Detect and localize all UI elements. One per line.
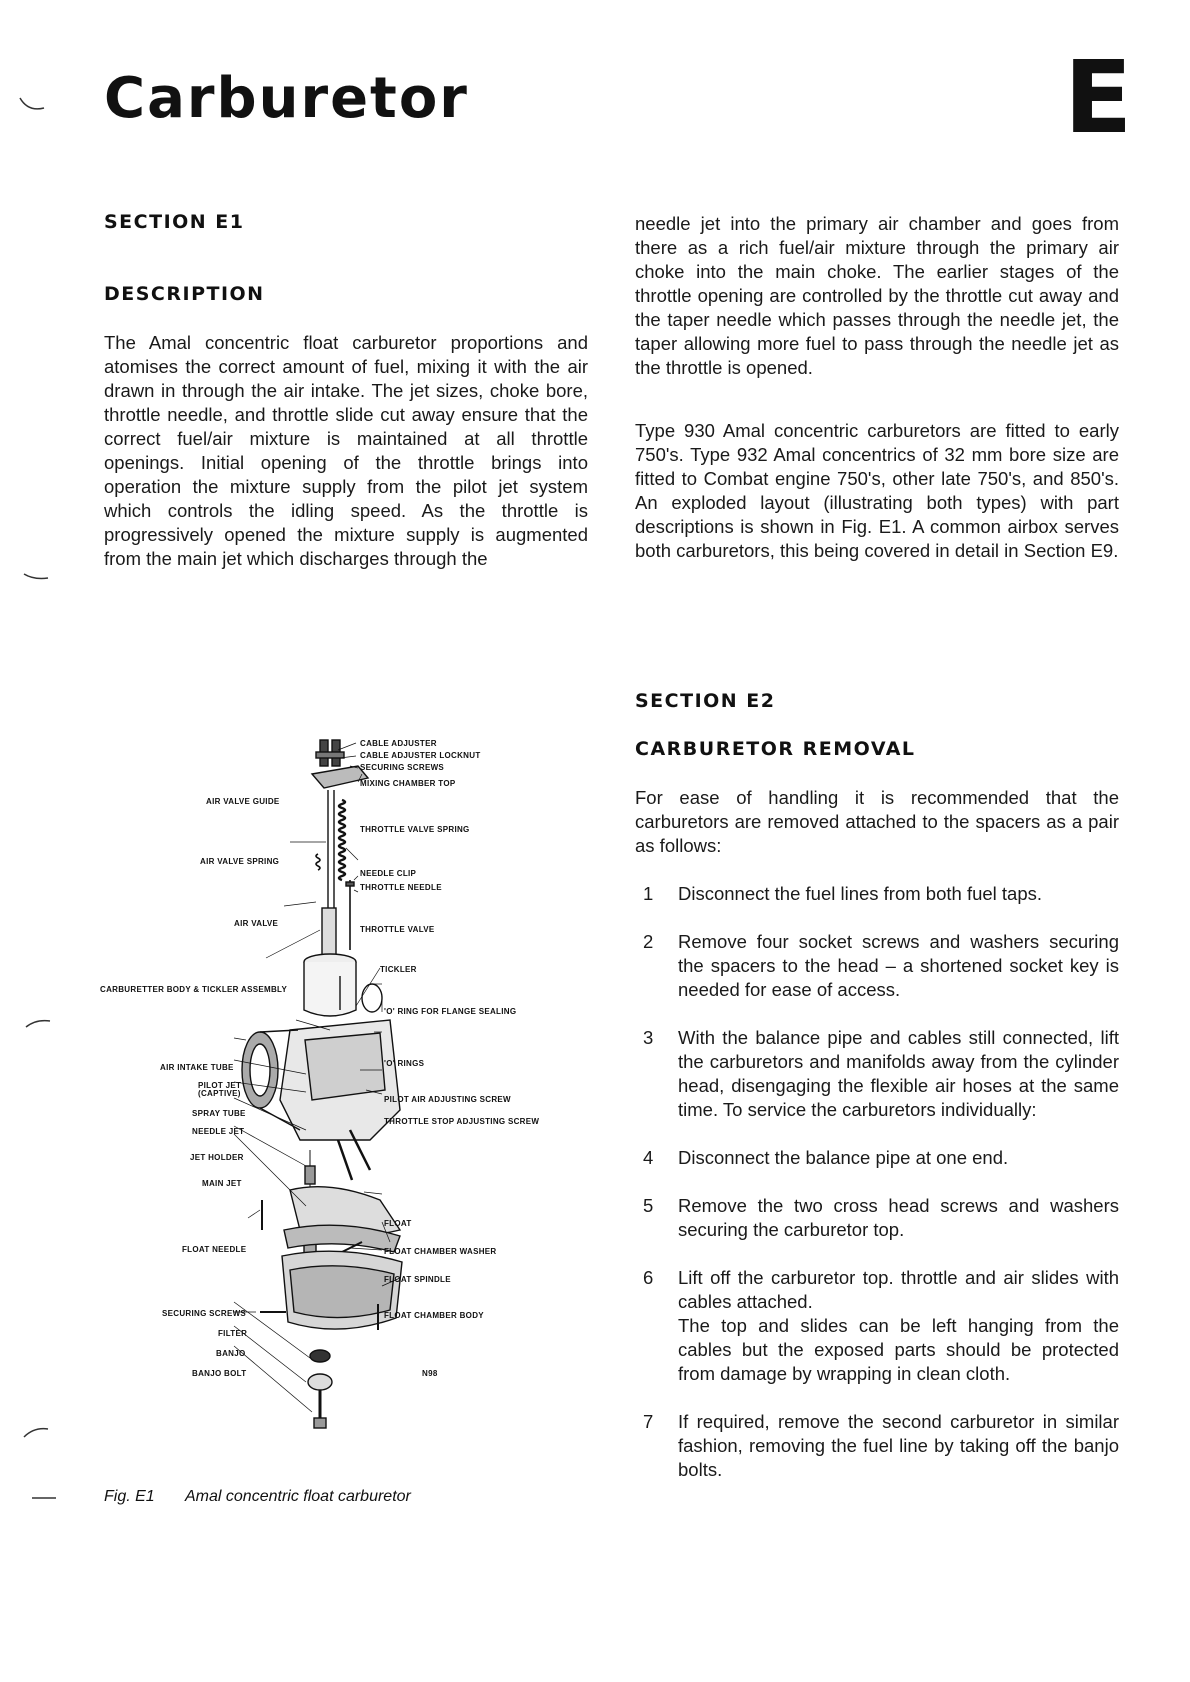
step-note: The top and slides can be left hanging from the cables but the exposed parts should be protected from damage by wrapping in clean cloth. [678, 1315, 1119, 1384]
label-air-intake-tube: AIR INTAKE TUBE [160, 1063, 234, 1072]
throttle-valve-spring-part [339, 800, 345, 880]
margin-mark [24, 1015, 54, 1031]
section-letter: E [1064, 39, 1133, 156]
label-float-needle: FLOAT NEEDLE [182, 1245, 247, 1254]
label-main-jet: MAIN JET [202, 1179, 242, 1188]
label-throttle-needle: THROTTLE NEEDLE [360, 883, 442, 892]
step-text: With the balance pipe and cables still connected, lift the carburetors and manifolds away from the cylinder head, disengaging the flexible air hoses at the same time. To service the carburetors individually: [678, 1027, 1119, 1120]
margin-mark [22, 1425, 52, 1441]
step-item [635, 1026, 1119, 1122]
margin-mark [22, 570, 52, 582]
pilot-jet-part [305, 1166, 315, 1184]
banjo-bolt-part [314, 1418, 326, 1428]
page-title: Carburetor [104, 66, 469, 131]
description-paragraph: The Amal concentric float carburetor proportions and atomises the correct amount of fuel, mixing it with the air drawn in through the air intake. The jet sizes, choke bore, throttle needle, and throttle slide cut away ensure that the correct fuel/air mixture is maintained at all throttle openings. Initial opening of the throttle brings into operation the mixture supply from the pilot jet system which controls the idling speed. As the throttle is progressively opened the mixture supply is augmented from the main jet which discharges through the [104, 332, 588, 569]
label-banjo-bolt: BANJO BOLT [192, 1369, 247, 1378]
margin-mark [18, 96, 48, 116]
carburetor-removal-heading: CARBURETOR REMOVAL [635, 738, 916, 760]
needle-clip-part [346, 882, 354, 886]
label-filter: FILTER [218, 1329, 248, 1338]
section-e1-heading: SECTION E1 [104, 211, 245, 233]
step-number: 3 [643, 1027, 654, 1048]
step-item [635, 1194, 1119, 1242]
label-float-chamber-washer: FLOAT CHAMBER WASHER [384, 1247, 497, 1256]
exploded-carburetor-diagram [100, 730, 600, 1480]
figure-number: Fig. E1 [104, 1488, 155, 1505]
description-paragraph-cont: needle jet into the primary air chamber and goes from there as a rich fuel/air mixture through the primary air choke into the main choke. The earlier stages of the throttle opening are controlled by the throttle cut away and the taper needle which passes through the needle jet, the taper allowing more fuel to pass through the needle jet as the throttle is opened. [635, 213, 1119, 378]
label-float-chamber-body: FLOAT CHAMBER BODY [384, 1311, 484, 1320]
label-throttle-valve: THROTTLE VALVE [360, 925, 435, 934]
step-number: 2 [643, 931, 654, 952]
step-text: Remove the two cross head screws and washers securing the carburetor top. [678, 1195, 1119, 1240]
margin-mark [30, 1495, 60, 1501]
step-number: 7 [643, 1411, 654, 1432]
step-text: If required, remove the second carburetor in similar fashion, removing the fuel line by taking off the banjo bolts. [678, 1411, 1119, 1480]
label-throttle-valve-spring: THROTTLE VALVE SPRING [360, 825, 470, 834]
carburetor-types-paragraph: Type 930 Amal concentric carburetors are fitted to early 750's. Type 932 Amal concentrics of 32 mm bore size are fitted to Combat engine 750's, other late 750's, and 850's. An exploded layout (illustrating both types) with part descriptions is shown in Fig. E1. A common airbox serves both carburetors, this being covered in detail in Section E9. [635, 420, 1119, 561]
removal-intro: For ease of handling it is recommended that the carburetors are removed attached to the spacers as a pair as follows: [635, 787, 1119, 856]
step-item [635, 930, 1119, 1002]
label-body-tickler: CARBURETTER BODY & TICKLER ASSEMBLY [100, 985, 288, 994]
step-item [635, 1410, 1119, 1482]
label-air-valve-guide: AIR VALVE GUIDE [206, 797, 280, 806]
filter-part [310, 1350, 330, 1362]
label-cable-adjuster-locknut: CABLE ADJUSTER LOCKNUT [360, 751, 481, 760]
label-float: FLOAT [384, 1219, 412, 1228]
label-float-spindle: FLOAT SPINDLE [384, 1275, 451, 1284]
carburetor-body-part [305, 1033, 385, 1100]
label-drawing-ref: N98 [422, 1369, 438, 1378]
label-air-valve: AIR VALVE [234, 919, 279, 928]
label-air-valve-spring: AIR VALVE SPRING [200, 857, 280, 866]
label-needle-clip: NEEDLE CLIP [360, 869, 417, 878]
label-banjo: BANJO [216, 1349, 246, 1358]
throttle-valve-part [304, 962, 356, 1016]
throttle-stop-screw-part [338, 1140, 352, 1180]
step-number: 4 [643, 1147, 654, 1168]
label-spray-tube: SPRAY TUBE [192, 1109, 246, 1118]
label-pilot-jet: PILOT JET [198, 1081, 242, 1090]
label-needle-jet: NEEDLE JET [192, 1127, 245, 1136]
label-throttle-stop-screw: THROTTLE STOP ADJUSTING SCREW [384, 1117, 540, 1126]
label-o-rings: 'O' RINGS [384, 1059, 425, 1068]
label-o-ring-flange: 'O' RING FOR FLANGE SEALING [384, 1007, 517, 1016]
air-intake-tube-part [250, 1044, 270, 1096]
label-securing-screws-bottom: SECURING SCREWS [162, 1309, 247, 1318]
step-text: Disconnect the fuel lines from both fuel taps. [678, 883, 1043, 904]
step-item [635, 1266, 1119, 1386]
removal-steps [635, 882, 1119, 1506]
label-securing-screws-top: SECURING SCREWS [360, 763, 445, 772]
step-text: Remove four socket screws and washers securing the spacers to the head – a shortened socket key is needed for ease of access. [678, 931, 1119, 1000]
air-valve-spring-part [316, 854, 320, 870]
step-number: 5 [643, 1195, 654, 1216]
banjo-part [308, 1374, 332, 1390]
figure-caption [104, 1488, 411, 1506]
label-jet-holder: JET HOLDER [190, 1153, 244, 1162]
air-valve-part [322, 908, 336, 956]
label-pilot-air-screw: PILOT AIR ADJUSTING SCREW [384, 1095, 511, 1104]
o-ring-part [362, 984, 382, 1012]
step-text: Disconnect the balance pipe at one end. [678, 1147, 1009, 1168]
section-e2-heading: SECTION E2 [635, 690, 776, 712]
figure-caption-text: Amal concentric float carburetor [185, 1488, 411, 1505]
locknut-part [316, 752, 344, 758]
label-tickler: TICKLER [380, 965, 417, 974]
step-number: 1 [643, 883, 654, 904]
label-pilot-jet-captive: (CAPTIVE) [198, 1089, 241, 1098]
step-number: 6 [643, 1267, 654, 1288]
step-item [635, 882, 1119, 906]
step-item [635, 1146, 1119, 1170]
label-mixing-chamber-top: MIXING CHAMBER TOP [360, 779, 456, 788]
description-heading: DESCRIPTION [104, 283, 265, 305]
label-cable-adjuster: CABLE ADJUSTER [360, 739, 437, 748]
step-text: Lift off the carburetor top. throttle and air slides with cables attached. [678, 1267, 1119, 1312]
